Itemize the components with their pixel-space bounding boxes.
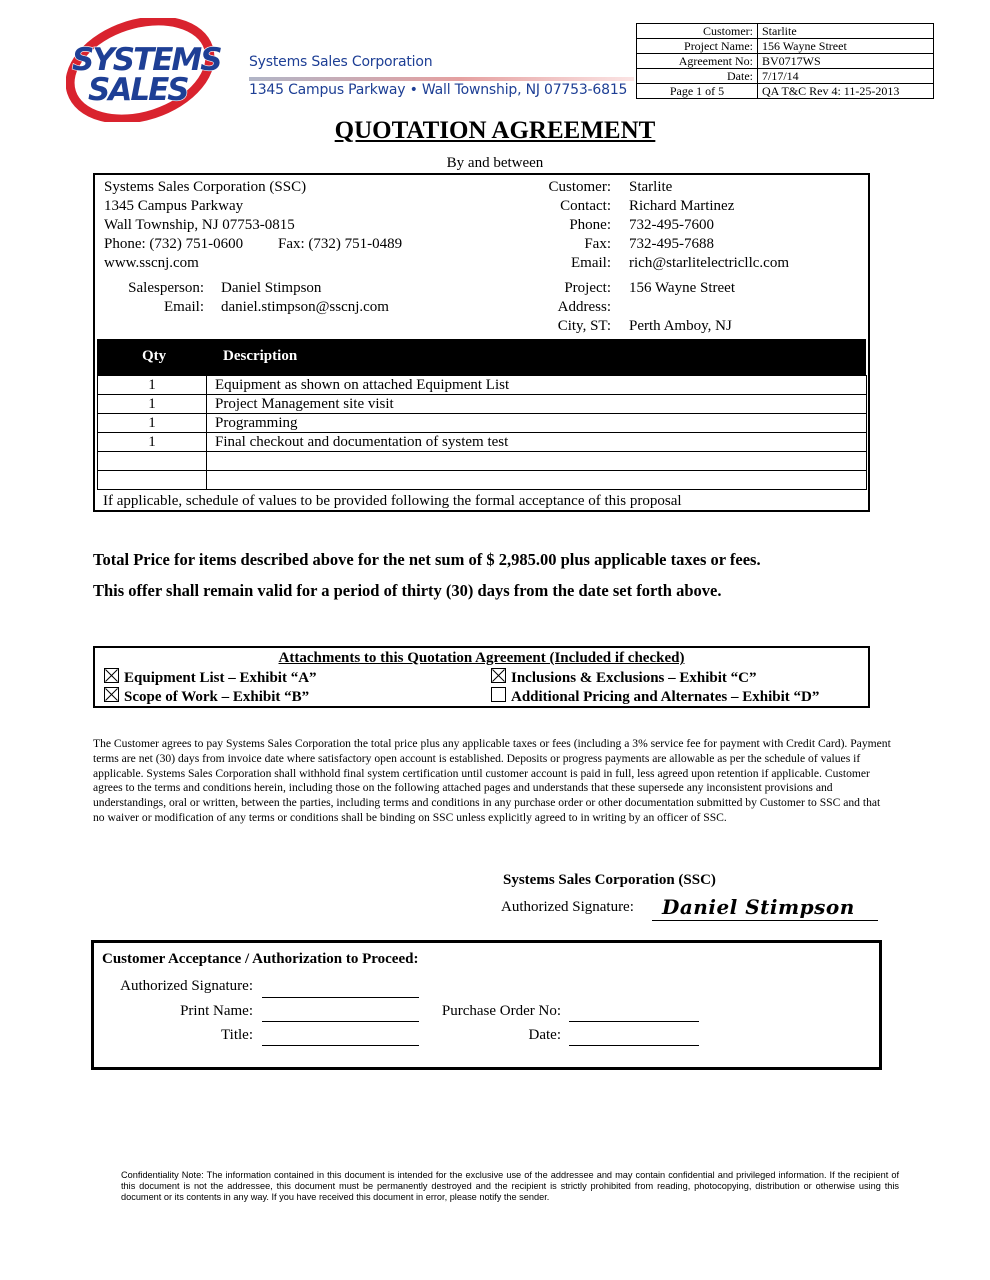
attachment-exhibit-b[interactable] [104, 687, 309, 706]
print-name-label: Print Name: [180, 1003, 253, 1019]
buyer-contact-label: Contact: [560, 198, 611, 214]
document-info-table [636, 23, 934, 99]
buyer-contact-value: Richard Martinez [629, 198, 735, 214]
buyer-customer-label: Customer: [548, 179, 611, 195]
info-agreement-label: Agreement No: [637, 54, 758, 69]
item-qty [98, 471, 207, 490]
buyer-email-value[interactable]: rich@starlitelectricllc.com [629, 255, 789, 271]
buyer-customer-value: Starlite [629, 179, 673, 195]
info-customer-value: Starlite [758, 24, 934, 39]
item-description: Project Management site visit [207, 395, 867, 414]
info-date-label: Date: [637, 69, 758, 84]
seller-fax: Fax: (732) 751-0489 [278, 236, 403, 252]
seller-city: Wall Township, NJ 07753-0815 [104, 217, 295, 233]
info-revision: QA T&C Rev 4: 11-25-2013 [758, 84, 934, 99]
salesperson-email-label: Email: [164, 299, 204, 315]
offer-validity-line: This offer shall remain valid for a period of thirty (30) days from the date set forth above. [93, 581, 722, 600]
customer-signature-field[interactable] [262, 997, 419, 998]
description-header-label: Description [223, 348, 298, 364]
customer-acceptance-box [91, 940, 882, 1070]
logo-sales-text: SALES [88, 72, 188, 108]
customer-date-field[interactable] [569, 1045, 699, 1046]
payment-terms-paragraph: The Customer agrees to pay Systems Sales Corporation the total price plus any applicable taxes or fees (including a 3% service fee for payment with Credit Card). Payment terms are net (30) days from invoice date where satisfactory open account is established. Deposits or progress payments are allowable as per the schedule of values if applicable. Systems Sales Corporation shall withhold final system certification until customer account is paid in full, less agreed upon retention if applicable. Customer agrees to the terms and conditions herein, including those on the following attached pages and understands that these supersede any inconsistent provisions and understandings, oral or written, between the parties, including terms and conditions in any purchase order or other documentation submitted by Customer to SSC and that no waiver or modification of any terms or conditions shall be binding on SSC unless explicitly agreed to in writing by an officer of SSC. [93, 737, 891, 824]
table-row [98, 452, 867, 471]
customer-date-label: Date: [528, 1027, 561, 1043]
parties-and-items-box [93, 173, 870, 512]
salesperson-label: Salesperson: [128, 280, 204, 296]
info-row-page [637, 84, 934, 99]
buyer-phone-label: Phone: [569, 217, 611, 233]
attachment-exhibit-a[interactable] [104, 668, 317, 687]
ssc-signature-line [652, 920, 878, 921]
table-row [98, 414, 867, 433]
info-row-agreement [637, 54, 934, 69]
item-description: Programming [207, 414, 867, 433]
salesperson-name: Daniel Stimpson [221, 280, 322, 296]
attachment-exhibit-d[interactable] [491, 687, 819, 706]
customer-title-field[interactable] [262, 1045, 419, 1046]
info-page-number: Page 1 of 5 [637, 84, 758, 99]
checked-box-icon[interactable] [104, 668, 119, 683]
item-description [207, 452, 867, 471]
attachment-exhibit-a-label: Equipment List – Exhibit “A” [124, 670, 317, 686]
logo-systems-text: SYSTEMS [72, 42, 221, 78]
buyer-city-value: Perth Amboy, NJ [629, 318, 732, 334]
buyer-phone-value: 732-495-7600 [629, 217, 714, 233]
info-row-project [637, 39, 934, 54]
buyer-project-value: 156 Wayne Street [629, 280, 735, 296]
buyer-email-label: Email: [571, 255, 611, 271]
schedule-of-values-note: If applicable, schedule of values to be provided following the formal acceptance of this proposal [103, 493, 682, 509]
table-row [98, 376, 867, 395]
total-price-line: Total Price for items described above for the net sum of $ 2,985.00 plus applicable taxes or fees. [93, 550, 761, 569]
item-description: Equipment as shown on attached Equipment List [207, 376, 867, 395]
purchase-order-label: Purchase Order No: [441, 1003, 561, 1019]
ssc-signature-label: Authorized Signature: [501, 899, 634, 915]
buyer-fax-label: Fax: [584, 236, 611, 252]
items-table [97, 375, 867, 490]
items-header-bar [97, 339, 866, 375]
attachment-exhibit-c[interactable] [491, 668, 757, 687]
print-name-field[interactable] [262, 1021, 419, 1022]
item-description [207, 471, 867, 490]
attachments-box [93, 646, 870, 708]
buyer-fax-value: 732-495-7688 [629, 236, 714, 252]
buyer-address-label: Address: [557, 299, 611, 315]
confidentiality-note: Confidentiality Note: The information contained in this document is intended for the exclusive use of the addressee and may contain confidential and privileged information. If the recipient of this document is not the addressee, this document must be permanently destroyed and the recipient is strictly prohibited from reading, photocopying, distribution or otherwise using this document or its contents in any way. If you have received this document in error, please notify the sender. [121, 1170, 899, 1202]
buyer-project-label: Project: [564, 280, 611, 296]
info-customer-label: Customer: [637, 24, 758, 39]
systems-sales-logo [66, 18, 234, 122]
header-divider [249, 77, 634, 81]
info-row-customer [637, 24, 934, 39]
seller-website[interactable]: www.sscnj.com [104, 255, 199, 271]
salesperson-email[interactable]: daniel.stimpson@sscnj.com [221, 299, 389, 315]
item-qty: 1 [98, 414, 207, 433]
attachment-exhibit-c-label: Inclusions & Exclusions – Exhibit “C” [511, 670, 757, 686]
info-row-date [637, 69, 934, 84]
company-address: 1345 Campus Parkway • Wall Township, NJ 07753-6815 [249, 82, 628, 98]
info-project-label: Project Name: [637, 39, 758, 54]
by-and-between: By and between [446, 155, 544, 171]
table-row [98, 471, 867, 490]
table-row [98, 433, 867, 452]
checked-box-icon[interactable] [104, 687, 119, 702]
customer-title-label: Title: [221, 1027, 253, 1043]
table-row [98, 395, 867, 414]
item-qty [98, 452, 207, 471]
customer-acceptance-title: Customer Acceptance / Authorization to Proceed: [102, 951, 419, 967]
checked-box-icon[interactable] [491, 668, 506, 683]
seller-name: Systems Sales Corporation (SSC) [104, 179, 307, 195]
ssc-handwritten-signature: Daniel Stimpson [662, 895, 855, 919]
seller-street: 1345 Campus Parkway [104, 198, 244, 214]
info-date-value: 7/17/14 [758, 69, 934, 84]
purchase-order-field[interactable] [569, 1021, 699, 1022]
item-qty: 1 [98, 376, 207, 395]
item-qty: 1 [98, 395, 207, 414]
company-header [249, 54, 639, 98]
attachment-exhibit-d-label: Additional Pricing and Alternates – Exhibit “D” [511, 689, 820, 705]
company-name: Systems Sales Corporation [249, 54, 433, 70]
unchecked-box-icon[interactable] [491, 687, 506, 702]
buyer-city-label: City, ST: [557, 318, 611, 334]
item-qty: 1 [98, 433, 207, 452]
attachments-title: Attachments to this Quotation Agreement (Included if checked) [278, 650, 685, 666]
item-description: Final checkout and documentation of system test [207, 433, 867, 452]
ssc-signature-company: Systems Sales Corporation (SSC) [503, 872, 716, 888]
info-agreement-value: BV0717WS [758, 54, 934, 69]
qty-header-label: Qty [142, 348, 167, 364]
info-project-value: 156 Wayne Street [758, 39, 934, 54]
seller-phone: Phone: (732) 751-0600 [104, 236, 244, 252]
attachment-exhibit-b-label: Scope of Work – Exhibit “B” [124, 689, 310, 705]
customer-signature-label: Authorized Signature: [120, 978, 253, 994]
page-title: QUOTATION AGREEMENT [334, 117, 656, 144]
